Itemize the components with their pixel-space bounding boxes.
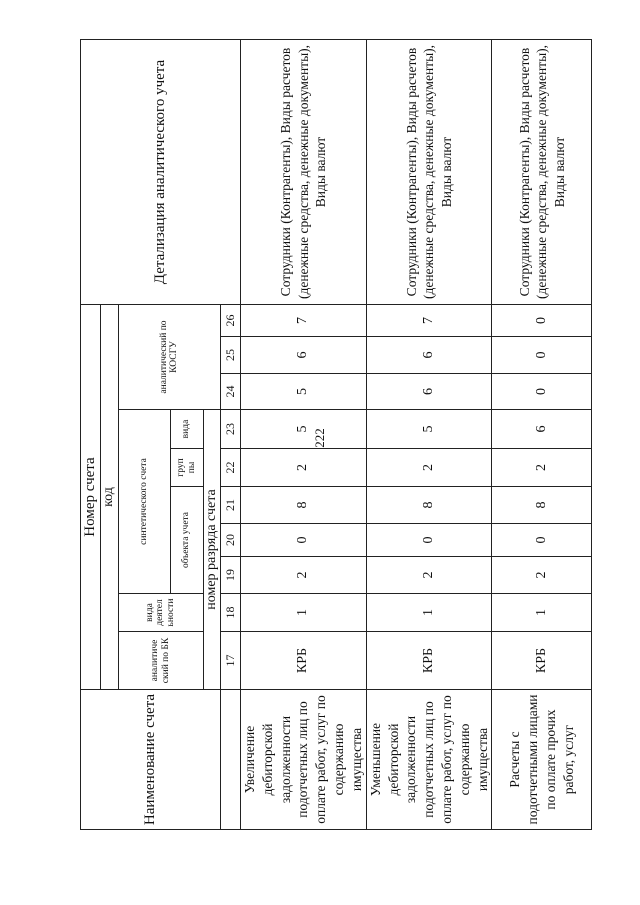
row-name: Увеличение дебиторской задолженности подотчетных лиц по оплате работ, услуг по содержанию имущества bbox=[241, 690, 367, 830]
row-cell: 2 bbox=[492, 449, 592, 487]
account-name-header: Наименование счета bbox=[81, 690, 221, 830]
row-cell: 1 bbox=[366, 594, 492, 632]
row-cell: 8 bbox=[492, 487, 592, 524]
row-cell: 5 bbox=[241, 374, 367, 410]
row-cell: 2 bbox=[366, 449, 492, 487]
digit-17: 17 bbox=[221, 632, 241, 690]
row-cell: 0 bbox=[366, 524, 492, 557]
row-cell: 8 bbox=[366, 487, 492, 524]
row-cell: 0 bbox=[492, 524, 592, 557]
row-cell: 2 bbox=[241, 557, 367, 594]
digit-18: 18 bbox=[221, 594, 241, 632]
row-cell: 2 bbox=[241, 449, 367, 487]
object-header: объекта учета bbox=[170, 487, 203, 594]
row-cell: КРБ bbox=[366, 632, 492, 690]
page-number: 222 bbox=[312, 428, 327, 448]
table-row bbox=[241, 40, 367, 830]
row-cell: 5 bbox=[366, 410, 492, 449]
row-cell: 7 bbox=[241, 305, 367, 337]
digit-21: 21 bbox=[221, 487, 241, 524]
rotated-table-page bbox=[80, 40, 576, 830]
row-cell: 1 bbox=[241, 594, 367, 632]
row-cell: 1 bbox=[492, 594, 592, 632]
digit-25: 25 bbox=[221, 337, 241, 374]
row-cell: КРБ bbox=[241, 632, 367, 690]
table-row bbox=[366, 40, 492, 830]
row-cell: 0 bbox=[492, 305, 592, 337]
digit-26: 26 bbox=[221, 305, 241, 337]
analytical-bk-header: аналитиче ский по БК bbox=[118, 632, 203, 690]
row-detail: Сотрудники (Контрагенты), Виды расчетов (денежные средства, денежные документы), Виды валют bbox=[366, 40, 492, 305]
row-cell: 2 bbox=[492, 557, 592, 594]
digit-number-header: номер разряда счета bbox=[203, 410, 221, 690]
row-cell: 0 bbox=[492, 337, 592, 374]
digit-22: 22 bbox=[221, 449, 241, 487]
row-cell: 6 bbox=[366, 374, 492, 410]
digit-19: 19 bbox=[221, 557, 241, 594]
row-cell: 2 bbox=[366, 557, 492, 594]
table-row bbox=[492, 40, 592, 830]
group-header: груп пы bbox=[170, 449, 203, 487]
row-cell: 5 bbox=[241, 410, 367, 449]
kosgu-header: аналитический по КОСГУ bbox=[118, 305, 221, 410]
row-name: Расчеты с подотчетными лицами по оплате прочих работ, услуг bbox=[492, 690, 592, 830]
row-cell: 7 bbox=[366, 305, 492, 337]
row-cell: КРБ bbox=[492, 632, 592, 690]
row-cell: 6 bbox=[492, 410, 592, 449]
digit-23: 23 bbox=[221, 410, 241, 449]
activity-type-header: вида деятел ьности bbox=[118, 594, 203, 632]
blank-cell bbox=[221, 690, 241, 830]
account-table bbox=[80, 39, 592, 830]
digit-24: 24 bbox=[221, 374, 241, 410]
row-cell: 6 bbox=[241, 337, 367, 374]
synthetic-account-header: синтетического счета bbox=[118, 410, 170, 594]
kind-header: вида bbox=[170, 410, 203, 449]
row-cell: 0 bbox=[241, 524, 367, 557]
row-detail: Сотрудники (Контрагенты), Виды расчетов (денежные средства, денежные документы), Виды валют bbox=[492, 40, 592, 305]
row-detail: Сотрудники (Контрагенты), Виды расчетов (денежные средства, денежные документы), Виды валют bbox=[241, 40, 367, 305]
row-cell: 6 bbox=[366, 337, 492, 374]
code-header: код bbox=[101, 305, 119, 690]
row-cell: 0 bbox=[492, 374, 592, 410]
account-number-header: Номер счета bbox=[81, 305, 101, 690]
digit-20: 20 bbox=[221, 524, 241, 557]
row-cell: 8 bbox=[241, 487, 367, 524]
row-name: Уменьшение дебиторской задолженности подотчетных лиц по оплате работ, услуг по содержанию имущества bbox=[366, 690, 492, 830]
detail-header: Детализация аналитического учета bbox=[81, 40, 241, 305]
